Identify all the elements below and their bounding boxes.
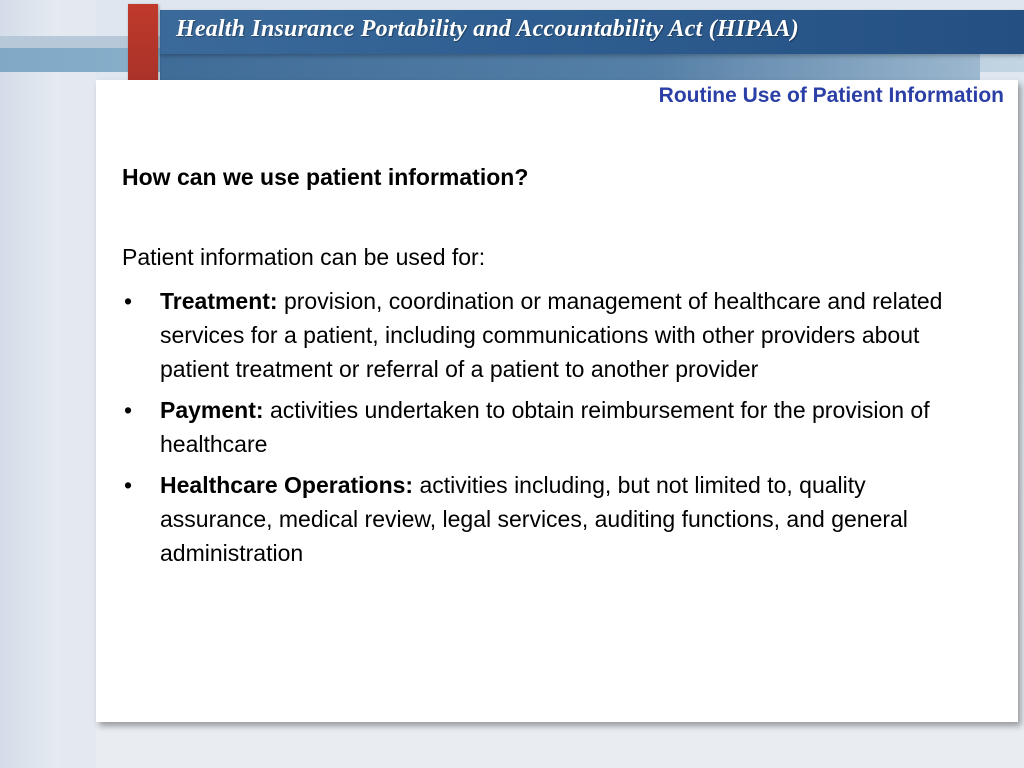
bullet-text: activities undertaken to obtain reimbursement for the provision of healthcare (160, 397, 930, 457)
header-title: Health Insurance Portability and Accountability Act (HIPAA) (176, 16, 799, 42)
slide-subtitle: Routine Use of Patient Information (658, 84, 1004, 107)
bullet-term: Healthcare Operations: (160, 472, 414, 498)
bullet-dot: • (124, 288, 133, 314)
bullet-term: Payment: (160, 397, 264, 423)
bullet-term: Treatment: (160, 288, 278, 314)
bullet-dot: • (124, 397, 133, 423)
bullet-payment (122, 393, 952, 461)
bullet-dot: • (124, 472, 133, 498)
bullet-text: provision, coordination or management of healthcare and related services for a patient, including communications with other providers about patient treatment or referral of a patient to another provider (160, 288, 943, 382)
content-panel (96, 80, 1018, 722)
bullet-text: activities including, but not limited to, quality assurance, medical review, legal services, auditing functions, and general administration (160, 472, 908, 566)
slide-intro: Patient information can be used for: (122, 244, 486, 270)
bullet-list (122, 284, 952, 577)
header-bar-under (160, 54, 980, 80)
slide-question: How can we use patient information? (122, 164, 529, 190)
red-accent-block (128, 4, 158, 88)
left-stripe (0, 0, 60, 768)
left-stripe-secondary (60, 0, 96, 768)
bullet-treatment (122, 284, 952, 386)
bullet-healthcare-operations (122, 468, 952, 570)
